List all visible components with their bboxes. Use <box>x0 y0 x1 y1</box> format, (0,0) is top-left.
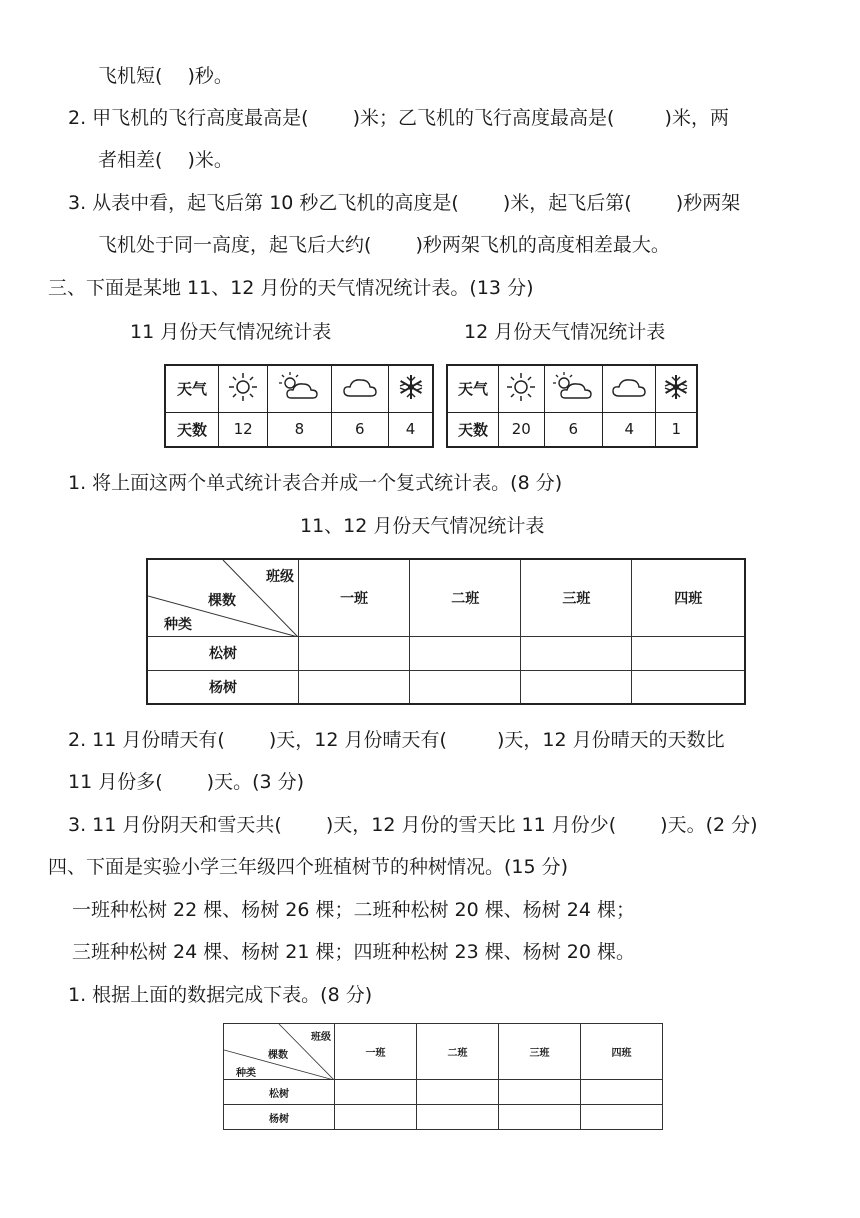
dec-table-caption: 12 月份天气情况统计表 <box>464 321 666 343</box>
dec-days-label: 天数 <box>447 412 499 447</box>
corner-mid-label: 棵数 <box>268 1050 288 1061</box>
blank-cell[interactable] <box>499 1080 581 1105</box>
column-header: 一班 <box>299 559 410 636</box>
dec-snow-days: 1 <box>656 412 697 447</box>
blank-cell[interactable] <box>581 1080 663 1105</box>
blank-cell[interactable] <box>335 1105 417 1130</box>
blank-cell[interactable] <box>521 636 632 670</box>
column-header: 一班 <box>335 1024 417 1080</box>
nov-weather-label: 天气 <box>165 365 219 412</box>
corner-mid-label: 棵数 <box>208 593 236 609</box>
partly-cloudy-icon <box>544 365 603 412</box>
dec-sunny-days: 20 <box>499 412 545 447</box>
section-4-question-1: 1. 根据上面的数据完成下表。(8 分) <box>68 984 373 1006</box>
blank-cell[interactable] <box>410 636 521 670</box>
section-3-heading: 三、下面是某地 11、12 月份的天气情况统计表。(13 分) <box>48 277 534 299</box>
sunny-icon <box>499 365 545 412</box>
line-5: 飞机处于同一高度，起飞后大约( )秒两架飞机的高度相差最大。 <box>98 234 670 256</box>
row-header: 杨树 <box>147 670 299 704</box>
combined-table <box>146 558 746 705</box>
corner-top-label: 班级 <box>266 569 294 585</box>
cloudy-icon <box>331 365 389 412</box>
blank-cell[interactable] <box>581 1105 663 1130</box>
line-1: 飞机短( )秒。 <box>98 65 233 87</box>
sunny-icon <box>219 365 268 412</box>
nov-sunny-days: 12 <box>219 412 268 447</box>
nov-cloudy-days: 6 <box>331 412 389 447</box>
nov-table-caption: 11 月份天气情况统计表 <box>130 321 332 343</box>
column-header: 四班 <box>632 559 745 636</box>
dec-partly-cloudy-days: 6 <box>544 412 603 447</box>
nov-snow-days: 4 <box>389 412 433 447</box>
question-2: 2. 11 月份晴天有( )天，12 月份晴天有( )天，12 月份晴天的天数比 <box>68 729 725 751</box>
header-corner-cell <box>224 1024 335 1080</box>
question-2-cont: 11 月份多( )天。(3 分) <box>68 771 305 793</box>
line-2: 2. 甲飞机的飞行高度最高是( )米；乙飞机的飞行高度最高是( )米，两 <box>68 107 729 129</box>
corner-top-label: 班级 <box>311 1032 331 1043</box>
snow-icon <box>389 365 433 412</box>
row-header: 杨树 <box>224 1105 335 1130</box>
dec-cloudy-days: 4 <box>603 412 656 447</box>
blank-cell[interactable] <box>299 636 410 670</box>
question-1: 1. 将上面这两个单式统计表合并成一个复式统计表。(8 分) <box>68 472 563 494</box>
data-line-1: 一班种松树 22 棵、杨树 26 棵；二班种松树 20 棵、杨树 24 棵； <box>72 899 636 921</box>
tree-table <box>223 1023 663 1130</box>
blank-cell[interactable] <box>632 670 745 704</box>
blank-cell[interactable] <box>499 1105 581 1130</box>
combined-table-caption: 11、12 月份天气情况统计表 <box>300 515 545 537</box>
row-header: 松树 <box>224 1080 335 1105</box>
cloudy-icon <box>603 365 656 412</box>
blank-cell[interactable] <box>417 1080 499 1105</box>
row-header: 松树 <box>147 636 299 670</box>
column-header: 三班 <box>521 559 632 636</box>
blank-cell[interactable] <box>417 1105 499 1130</box>
dec-weather-label: 天气 <box>447 365 499 412</box>
data-line-2: 三班种松树 24 棵、杨树 21 棵；四班种松树 23 棵、杨树 20 棵。 <box>72 941 636 963</box>
nov-partly-cloudy-days: 8 <box>268 412 331 447</box>
column-header: 二班 <box>410 559 521 636</box>
line-4: 3. 从表中看，起飞后第 10 秒乙飞机的高度是( )米，起飞后第( )秒两架 <box>68 192 741 214</box>
nov-weather-table <box>164 364 434 448</box>
blank-cell[interactable] <box>299 670 410 704</box>
snow-icon <box>656 365 697 412</box>
corner-bottom-label: 种类 <box>236 1068 256 1079</box>
header-corner-cell <box>147 559 299 636</box>
line-3: 者相差( )米。 <box>98 149 233 171</box>
partly-cloudy-icon <box>268 365 331 412</box>
column-header: 三班 <box>499 1024 581 1080</box>
blank-cell[interactable] <box>632 636 745 670</box>
section-4-heading: 四、下面是实验小学三年级四个班植树节的种树情况。(15 分) <box>48 856 569 878</box>
column-header: 四班 <box>581 1024 663 1080</box>
question-3: 3. 11 月份阴天和雪天共( )天，12 月份的雪天比 11 月份少( )天。(2 分) <box>68 814 758 836</box>
corner-bottom-label: 种类 <box>164 617 192 633</box>
column-header: 二班 <box>417 1024 499 1080</box>
dec-weather-table <box>446 364 698 448</box>
blank-cell[interactable] <box>521 670 632 704</box>
nov-days-label: 天数 <box>165 412 219 447</box>
blank-cell[interactable] <box>410 670 521 704</box>
blank-cell[interactable] <box>335 1080 417 1105</box>
